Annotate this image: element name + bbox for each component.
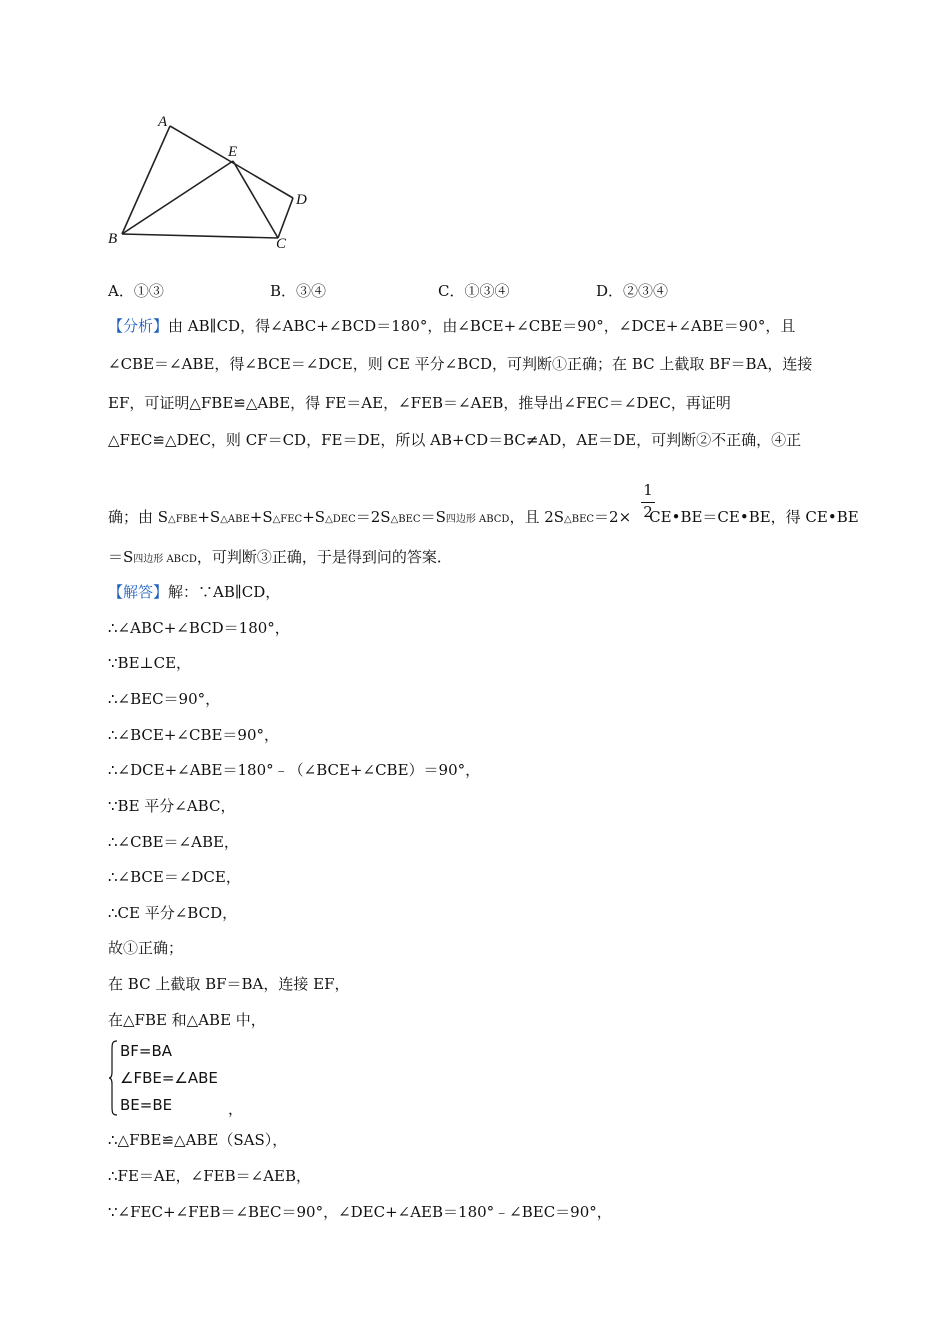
subscript: 四边形 ABCD xyxy=(133,554,197,565)
segment-cd xyxy=(278,198,293,238)
option-c[interactable] xyxy=(438,280,510,301)
text-run: ＝2S xyxy=(355,508,391,526)
analysis-line-3: EF，可证明△FBE≌△ABE，得 FE＝AE，∠FEB＝∠AEB，推导出∠FEC＝∠DEC，再证明 xyxy=(108,394,731,412)
analysis-line-2: ∠CBE＝∠ABE，得∠BCE＝∠DCE，则 CE 平分∠BCD，可判断①正确；在 BC 上截取 BF＝BA，连接 xyxy=(108,355,813,373)
subscript: △DEC xyxy=(325,514,356,525)
solution-step: 在 BC 上截取 BF＝BA，连接 EF， xyxy=(108,975,350,993)
subscript: △FBE xyxy=(168,514,198,525)
text-run: ＝S xyxy=(420,508,446,526)
option-letter: D． xyxy=(596,282,624,300)
text-run: ，可判断③正确，于是得到问的答案． xyxy=(196,548,452,566)
figure-lines xyxy=(122,126,293,238)
option-text: ②③④ xyxy=(623,282,669,300)
analysis-line-4: △FEC≌△DEC，则 CF＝CD，FE＝DE，所以 AB+CD＝BC≠AD，AE＝DE，可判断②不正确，④正 xyxy=(108,431,802,449)
geometry-figure xyxy=(100,108,330,258)
solution-step: ∴△FBE≌△ABE（SAS）， xyxy=(108,1131,288,1149)
analysis-tag: 【分析】 xyxy=(108,317,169,335)
solution-step: 在△FBE 和△ABE 中， xyxy=(108,1011,266,1029)
text-run: ，且 2S xyxy=(509,508,565,526)
solution-step: ∴∠BEC＝90°， xyxy=(108,690,221,708)
option-text: ①③ xyxy=(133,282,164,300)
text-run: 确；由 S xyxy=(108,508,169,526)
solution-step: ∴FE＝AE，∠FEB＝∠AEB， xyxy=(108,1167,312,1185)
solution-step: ∵BE 平分∠ABC， xyxy=(108,797,236,815)
option-letter: C． xyxy=(438,282,465,300)
solution-step: 故①正确； xyxy=(108,939,184,957)
text-run: ＝S xyxy=(108,548,134,566)
option-d[interactable] xyxy=(596,280,668,301)
analysis-text: 由 AB∥CD，得∠ABC+∠BCD＝180°，由∠BCE+∠CBE＝90°，∠DCE+∠ABE＝90°，且 xyxy=(168,317,796,335)
subscript: △BEC xyxy=(564,514,595,525)
label-a: A xyxy=(158,114,168,130)
solution-step: ∵∠FEC+∠FEB＝∠BEC＝90°，∠DEC+∠AEB＝180°﹣∠BEC＝90°， xyxy=(108,1203,612,1221)
subscript: △ABE xyxy=(220,514,250,525)
option-b[interactable] xyxy=(270,280,326,301)
text-run: CE•BE＝CE•BE，得 CE•BE xyxy=(649,508,859,526)
text-run: +S xyxy=(197,508,221,526)
subscript: △BEC xyxy=(390,514,421,525)
solution-step: ∴∠CBE＝∠ABE， xyxy=(108,833,239,851)
fraction-numerator: 1 xyxy=(643,481,653,499)
label-e: E xyxy=(228,144,238,160)
segment-ec xyxy=(233,161,278,238)
subscript: △FEC xyxy=(272,514,303,525)
text-run: ＝2× xyxy=(594,508,632,526)
system-row: BE=BE xyxy=(120,1096,173,1114)
solution-step: ∴∠DCE+∠ABE＝180°﹣（∠BCE+∠CBE）＝90°， xyxy=(108,761,481,779)
segment-bc xyxy=(122,234,278,238)
option-letter: A． xyxy=(108,282,134,300)
text-run: +S xyxy=(249,508,273,526)
system-row: BF=BA xyxy=(120,1042,173,1060)
system-row: ∠FBE=∠ABE xyxy=(120,1069,218,1087)
text-run: +S xyxy=(302,508,326,526)
system-comma: ， xyxy=(228,1100,244,1118)
label-c: C xyxy=(276,236,287,252)
equation-system xyxy=(108,1040,368,1120)
analysis-line-1 xyxy=(108,316,795,336)
option-a[interactable] xyxy=(108,280,164,301)
analysis-line-6 xyxy=(108,547,452,570)
solution-intro xyxy=(108,582,280,602)
left-brace-icon xyxy=(108,1040,118,1116)
subscript: 四边形 ABCD xyxy=(445,514,510,525)
solution-step: ∴∠BCE+∠CBE＝90°， xyxy=(108,726,280,744)
solution-step: ∵BE⊥CE， xyxy=(108,654,192,672)
label-d: D xyxy=(296,192,307,208)
fraction-denominator: 2 xyxy=(643,503,653,521)
analysis-line-5 xyxy=(108,507,859,530)
option-letter: B． xyxy=(270,282,297,300)
solution-intro-text: 解：∵AB∥CD， xyxy=(168,583,281,601)
solution-step: ∴CE 平分∠BCD， xyxy=(108,904,238,922)
solution-tag: 【解答】 xyxy=(108,583,169,601)
option-text: ①③④ xyxy=(464,282,510,300)
label-b: B xyxy=(108,231,118,247)
answer-options xyxy=(108,280,868,304)
option-text: ③④ xyxy=(296,282,327,300)
solution-step: ∴∠BCE＝∠DCE， xyxy=(108,868,241,886)
solution-step: ∴∠ABC+∠BCD＝180°， xyxy=(108,619,290,637)
